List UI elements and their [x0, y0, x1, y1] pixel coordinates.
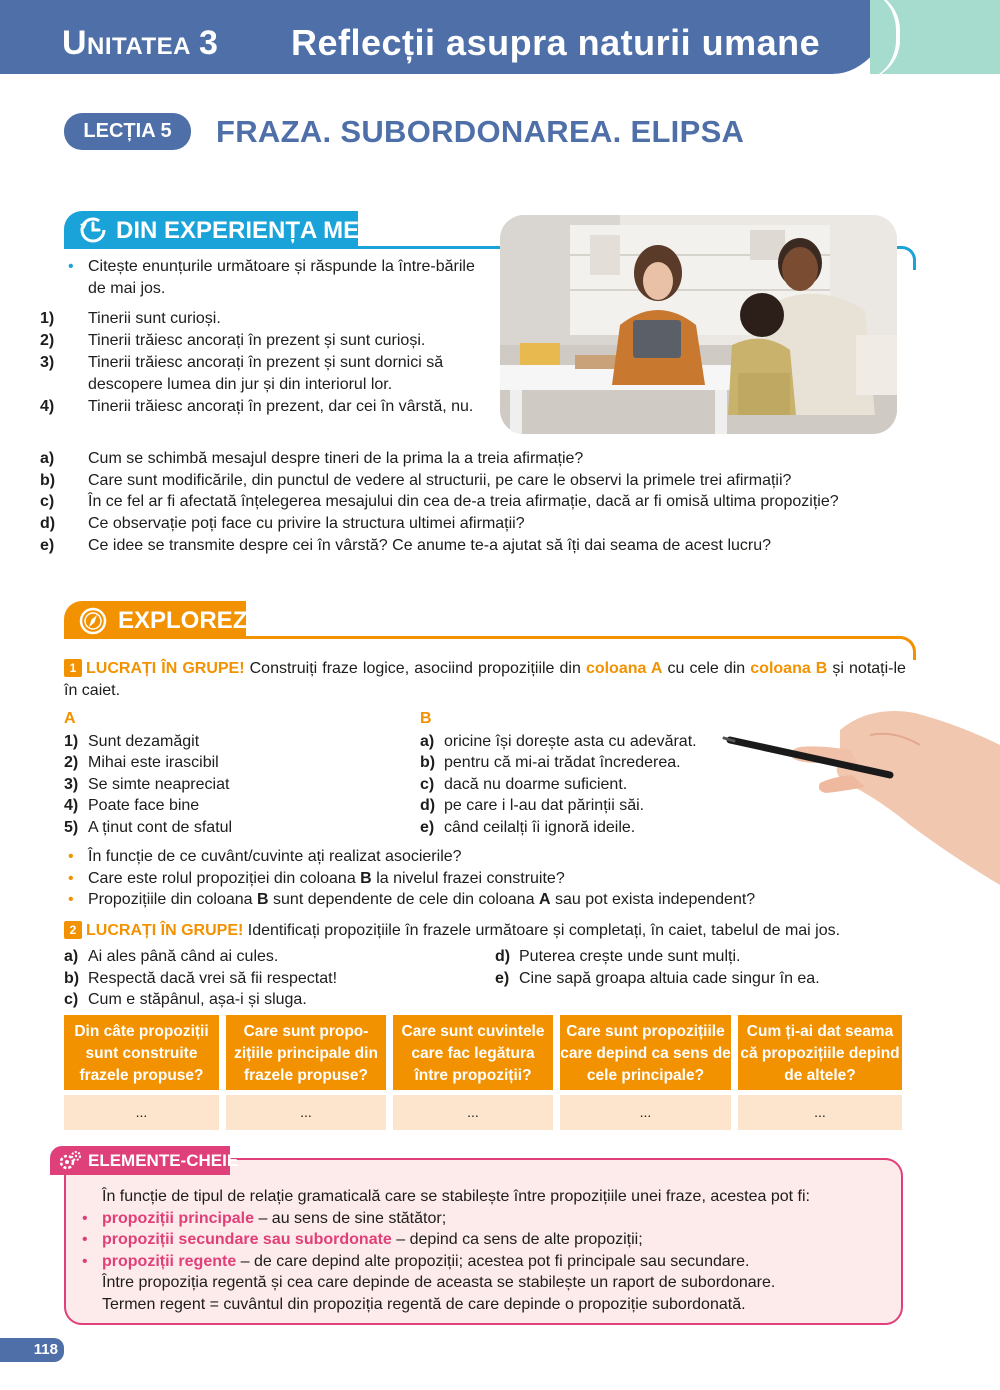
task2-item-b	[64, 968, 337, 990]
hand-with-pen-illustration	[720, 705, 1000, 885]
task1-number: 1	[64, 659, 82, 677]
table-header-4: Care sunt propozițiile care depind ca sens de cele principale?	[560, 1015, 731, 1090]
hand-pen-drawing	[720, 705, 1000, 885]
question-text: Ce idee se transmite despre cei în vârstă? Ce anume te-a ajutat să îți dai seama de acest lucru?	[88, 537, 772, 554]
bullet-bold: B	[257, 891, 269, 908]
statement-text: Tinerii trăiesc ancorați în prezent și sunt curioși.	[88, 332, 426, 349]
ek-text: – au sens de sine stătător;	[254, 1210, 447, 1227]
question-a	[40, 448, 924, 470]
ek-line-2: Termen regent = cuvântul din propoziția regentă de care depinde o propoziție subordonată.	[102, 1296, 746, 1313]
task2-item-c	[64, 989, 307, 1011]
item-num: c)	[420, 776, 435, 793]
ek-term: propoziții secundare sau subordonate	[102, 1231, 392, 1248]
question-text: Ce observație poți face cu privire la structura ultimei afirmații?	[88, 515, 525, 532]
question-d	[40, 513, 924, 535]
task1-label: LUCRAȚI ÎN GRUPE!	[86, 660, 245, 677]
item-num: a)	[420, 733, 435, 750]
unit-title	[62, 22, 821, 63]
col-a-item-1	[64, 731, 199, 753]
task1-bullet-3	[88, 889, 755, 911]
bullet-text: sunt dependente de cele din coloana	[273, 891, 535, 908]
item-text: când ceilalți îi ignoră ideile.	[444, 819, 636, 836]
question-b	[40, 470, 924, 492]
item-text: Poate face bine	[88, 797, 200, 814]
col-b-item-d	[420, 795, 644, 817]
col-b-item-b	[420, 752, 681, 774]
task1-text-3: și notați-le în caiet.	[64, 660, 906, 699]
col-a-title: A	[64, 710, 76, 727]
question-letter: b)	[40, 472, 56, 489]
elemente-cheie-title: ELEMENTE-CHEIE	[88, 1151, 239, 1170]
lesson-title: FRAZA. SUBORDONAREA. ELIPSA	[216, 114, 745, 149]
explorez-rule	[64, 636, 904, 639]
ek-item-2	[102, 1229, 643, 1251]
bullet-text: Propozițiile din coloana	[88, 891, 253, 908]
bullet-text: la nivelul frazei construite?	[376, 870, 565, 887]
statement-num: 3)	[40, 354, 55, 371]
item-text: Sunt dezamăgit	[88, 733, 200, 750]
table-header-3: Care sunt cuvintele care fac legătura între propoziții?	[393, 1015, 553, 1090]
task2-number: 2	[64, 921, 82, 939]
item-text: pe care i l-au dat părinții săi.	[444, 797, 645, 814]
question-letter: d)	[40, 515, 56, 532]
table-cell-2: ...	[226, 1095, 386, 1130]
question-text: Care sunt modificările, din punctul de vedere al structurii, pe care le observi la primele trei afirmații?	[88, 472, 792, 489]
col-b-item-e	[420, 817, 635, 839]
statement-4	[40, 396, 484, 418]
unit-header	[0, 0, 1000, 74]
lesson-label: LECȚIA 5	[64, 113, 191, 150]
statement-num: 2)	[40, 332, 55, 349]
col-b-item-a	[420, 731, 697, 753]
item-num: d)	[420, 797, 436, 814]
compass-icon	[78, 606, 108, 636]
table-header-5: Cum ți-ai dat seama că propozițiile depind de altele?	[738, 1015, 902, 1090]
explorez-rule-end	[880, 636, 916, 660]
statement-3	[40, 352, 484, 396]
task2-label: LUCRAȚI ÎN GRUPE!	[86, 922, 244, 939]
task2-instruction	[64, 920, 944, 942]
task1-instruction	[64, 658, 906, 702]
question-text: Cum se schimbă mesajul despre tineri de la prima la a treia afirmație?	[88, 450, 584, 467]
explorez-heading	[64, 601, 246, 639]
table-header-2: Care sunt propo-zițiile principale din frazele propuse?	[226, 1015, 386, 1090]
statement-2	[40, 330, 484, 352]
col-a-item-5	[64, 817, 232, 839]
bullet-text: Care este rolul propoziției din coloana	[88, 870, 356, 887]
task2-text: Identificați propozițiile în frazele următoare și completați, în caiet, tabelul de mai jos.	[247, 922, 841, 939]
ek-line-1: Între propoziția regentă și cea care depinde de aceasta se stabilește un raport de subordonare.	[102, 1274, 776, 1291]
unit-topic: Reflecții asupra naturii umane	[291, 22, 821, 63]
unit-number: 3	[198, 24, 219, 62]
item-text: Respectă dacă vrei să fii respectat!	[88, 970, 338, 987]
item-text: Cum e stăpânul, așa-i și sluga.	[88, 991, 307, 1008]
din-experienta-rule	[64, 246, 504, 249]
gears-icon	[58, 1150, 82, 1172]
din-instruction: • Citește enunțurile următoare și răspunde la între-bările de mai jos.	[88, 256, 478, 300]
table-cell-3: ...	[393, 1095, 553, 1130]
elemente-cheie-heading	[50, 1146, 239, 1175]
statement-text: Tinerii trăiesc ancorați în prezent și sunt dornici să descopere lumea din jur și din interiorul lor.	[88, 354, 444, 393]
explorez-title: EXPLOREZ	[118, 607, 248, 634]
item-text: Ai ales până când ai cules.	[88, 948, 279, 965]
statement-text: Tinerii sunt curioși.	[88, 310, 221, 327]
statement-text: Tinerii trăiesc ancorați în prezent, dar cei în vârstă, nu.	[88, 398, 474, 415]
question-e	[40, 535, 924, 557]
item-text: Se simte neapreciat	[88, 776, 230, 793]
table-header-1: Din câte propoziții sunt construite frazele propuse?	[64, 1015, 219, 1090]
task1-text-2: cu cele din	[667, 660, 746, 677]
ek-term: propoziții regente	[102, 1253, 237, 1270]
item-num: d)	[495, 948, 511, 965]
ek-text: – depind ca sens de alte propoziții;	[391, 1231, 643, 1248]
col-a-item-4	[64, 795, 199, 817]
item-num: b)	[64, 970, 80, 987]
item-num: 2)	[64, 754, 79, 771]
col-a-item-3	[64, 774, 229, 796]
item-num: c)	[64, 991, 79, 1008]
din-experienta-heading	[64, 211, 377, 249]
ek-item-1	[102, 1208, 446, 1230]
task1-col-a-ref: coloana A	[585, 660, 663, 677]
item-text: Cine sapă groapa altuia cade singur în ea.	[519, 970, 820, 987]
din-experienta-title: DIN EXPERIENȚA MEA	[116, 217, 377, 244]
item-text: Mihai este irascibil	[88, 754, 219, 771]
question-letter: c)	[40, 493, 55, 510]
classroom-photo	[500, 215, 897, 434]
item-text: oricine își dorește asta cu adevărat.	[444, 733, 697, 750]
question-c	[40, 491, 944, 513]
item-num: 4)	[64, 797, 79, 814]
item-num: 1)	[64, 733, 79, 750]
item-num: e)	[420, 819, 435, 836]
col-a-item-2	[64, 752, 219, 774]
question-text: În ce fel ar fi afectată înțelegerea mesajului din cea de-a treia afirmație, dacă ar fi omisă ultima propoziție?	[88, 493, 839, 510]
table-cell-5: ...	[738, 1095, 902, 1130]
table-cell-1: ...	[64, 1095, 219, 1130]
page-number: 118	[0, 1338, 64, 1362]
task1-bullet-1: • În funcție de ce cuvânt/cuvinte ați realizat asocierile?	[88, 846, 462, 868]
ek-term: propoziții principale	[102, 1210, 255, 1227]
ek-item-3	[102, 1251, 749, 1273]
ek-text: – de care depind alte propoziții; acestea pot fi principale sau secundare.	[236, 1253, 750, 1270]
unit-word: Unitatea	[62, 24, 191, 62]
item-text: pentru că mi-ai trădat încrederea.	[444, 754, 681, 771]
item-text: A ținut cont de sfatul	[88, 819, 233, 836]
ek-intro: În funcție de tipul de relație gramaticală care se stabilește între propozițiile unei fraze, acestea pot fi:	[102, 1188, 810, 1205]
item-num: a)	[64, 948, 79, 965]
bullet-bold: A	[539, 891, 551, 908]
table-cell-4: ...	[560, 1095, 731, 1130]
item-num: b)	[420, 754, 436, 771]
item-num: 5)	[64, 819, 79, 836]
question-letter: e)	[40, 537, 55, 554]
bullet-text: sau pot exista independent?	[555, 891, 756, 908]
col-b-item-c	[420, 774, 627, 796]
col-b-title: B	[420, 710, 432, 727]
bullet-bold: B	[360, 870, 372, 887]
question-letter: a)	[40, 450, 55, 467]
item-num: e)	[495, 970, 510, 987]
task1-text-1: Construiți fraze logice, asociind propozițiile din	[249, 660, 581, 677]
task2-item-e	[495, 968, 820, 990]
item-text: Puterea crește unde sunt mulți.	[519, 948, 741, 965]
statement-num: 1)	[40, 310, 55, 327]
task2-item-a	[64, 946, 278, 968]
task1-col-b-ref: coloana B	[750, 660, 828, 677]
statement-1	[40, 308, 484, 330]
classroom-photo-illustration	[500, 215, 897, 434]
item-num: 3)	[64, 776, 79, 793]
statement-num: 4)	[40, 398, 55, 415]
item-text: dacă nu doarme suficient.	[444, 776, 628, 793]
clock-history-icon	[78, 215, 108, 245]
task2-item-d	[495, 946, 740, 968]
task1-bullet-2	[88, 868, 565, 890]
